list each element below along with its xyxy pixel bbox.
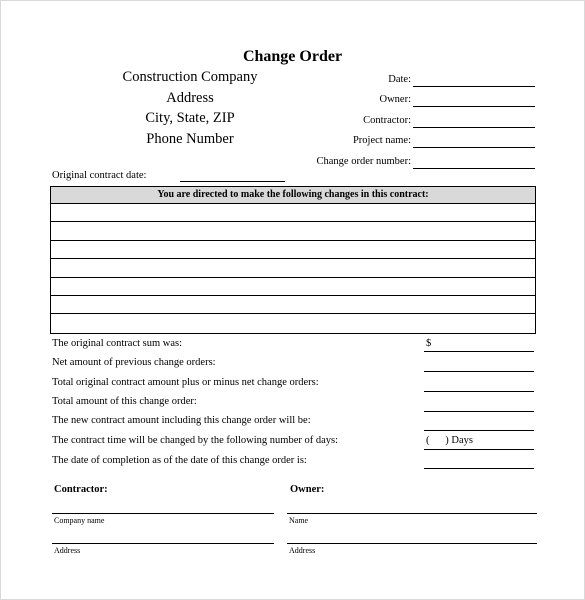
company-city: City, State, ZIP: [145, 110, 235, 126]
contract-time-days-field[interactable]: [424, 449, 534, 450]
changes-table-heading: You are directed to make the following changes in this contract:: [51, 187, 535, 204]
contractor-field[interactable]: [413, 127, 535, 128]
this-change-order-amount-label: Total amount of this change order:: [52, 396, 197, 407]
completion-date-label: The date of completion as of the date of this change order is:: [52, 455, 307, 466]
company-phone: Phone Number: [146, 130, 234, 147]
changes-table-row[interactable]: [51, 241, 535, 259]
contractor-company-name-field[interactable]: [52, 513, 274, 514]
project-name-field[interactable]: [413, 147, 535, 148]
contractor-address-field[interactable]: [52, 543, 274, 544]
document-title: Change Order: [242, 48, 343, 65]
change-order-number-field[interactable]: [413, 168, 535, 169]
contractor-signature-heading: Contractor:: [54, 484, 108, 495]
total-original-amount-field[interactable]: [424, 391, 534, 392]
previous-change-orders-field[interactable]: [424, 371, 534, 372]
original-sum-value[interactable]: $: [426, 338, 432, 349]
original-contract-date-label: Original contract date:: [52, 170, 147, 181]
total-original-amount-label: Total original contract amount plus or minus net change orders:: [52, 377, 319, 388]
new-contract-amount-field[interactable]: [424, 430, 534, 431]
original-contract-date-field[interactable]: [180, 181, 285, 182]
changes-table-row[interactable]: [51, 314, 535, 332]
contractor-address-label: Address: [54, 546, 81, 555]
owner-signature-heading: Owner:: [290, 484, 325, 495]
owner-label: Owner:: [379, 94, 411, 105]
completion-date-field[interactable]: [424, 468, 534, 469]
changes-table-row[interactable]: [51, 204, 535, 222]
change-order-number-label: Change order number:: [316, 156, 411, 167]
date-field[interactable]: [413, 86, 535, 87]
owner-address-label: Address: [289, 546, 316, 555]
document-title-row: [0, 48, 585, 66]
contractor-company-name-label: Company name: [54, 516, 105, 525]
original-sum-label: The original contract sum was:: [52, 338, 183, 349]
owner-name-field[interactable]: [287, 513, 537, 514]
company-address: Address: [166, 89, 214, 106]
company-name: Construction Company: [122, 69, 258, 85]
changes-table: [50, 186, 536, 334]
project-name-label: Project name:: [352, 135, 411, 146]
changes-table-row[interactable]: [51, 278, 535, 296]
this-change-order-amount-field[interactable]: [424, 411, 534, 412]
owner-address-field[interactable]: [287, 543, 537, 544]
changes-table-row[interactable]: [51, 259, 535, 277]
contract-time-days-value[interactable]: ( ) Days: [426, 435, 473, 446]
date-label: Date:: [388, 74, 411, 85]
contract-time-change-label: The contract time will be changed by the following number of days:: [52, 435, 339, 446]
changes-table-row[interactable]: [51, 222, 535, 240]
contractor-label: Contractor:: [363, 115, 411, 126]
owner-name-label: Name: [289, 516, 309, 525]
owner-field[interactable]: [413, 106, 535, 107]
changes-table-row[interactable]: [51, 296, 535, 314]
original-sum-field[interactable]: [424, 351, 534, 352]
new-contract-amount-label: The new contract amount including this change order will be:: [52, 415, 311, 426]
previous-change-orders-label: Net amount of previous change orders:: [52, 357, 216, 368]
